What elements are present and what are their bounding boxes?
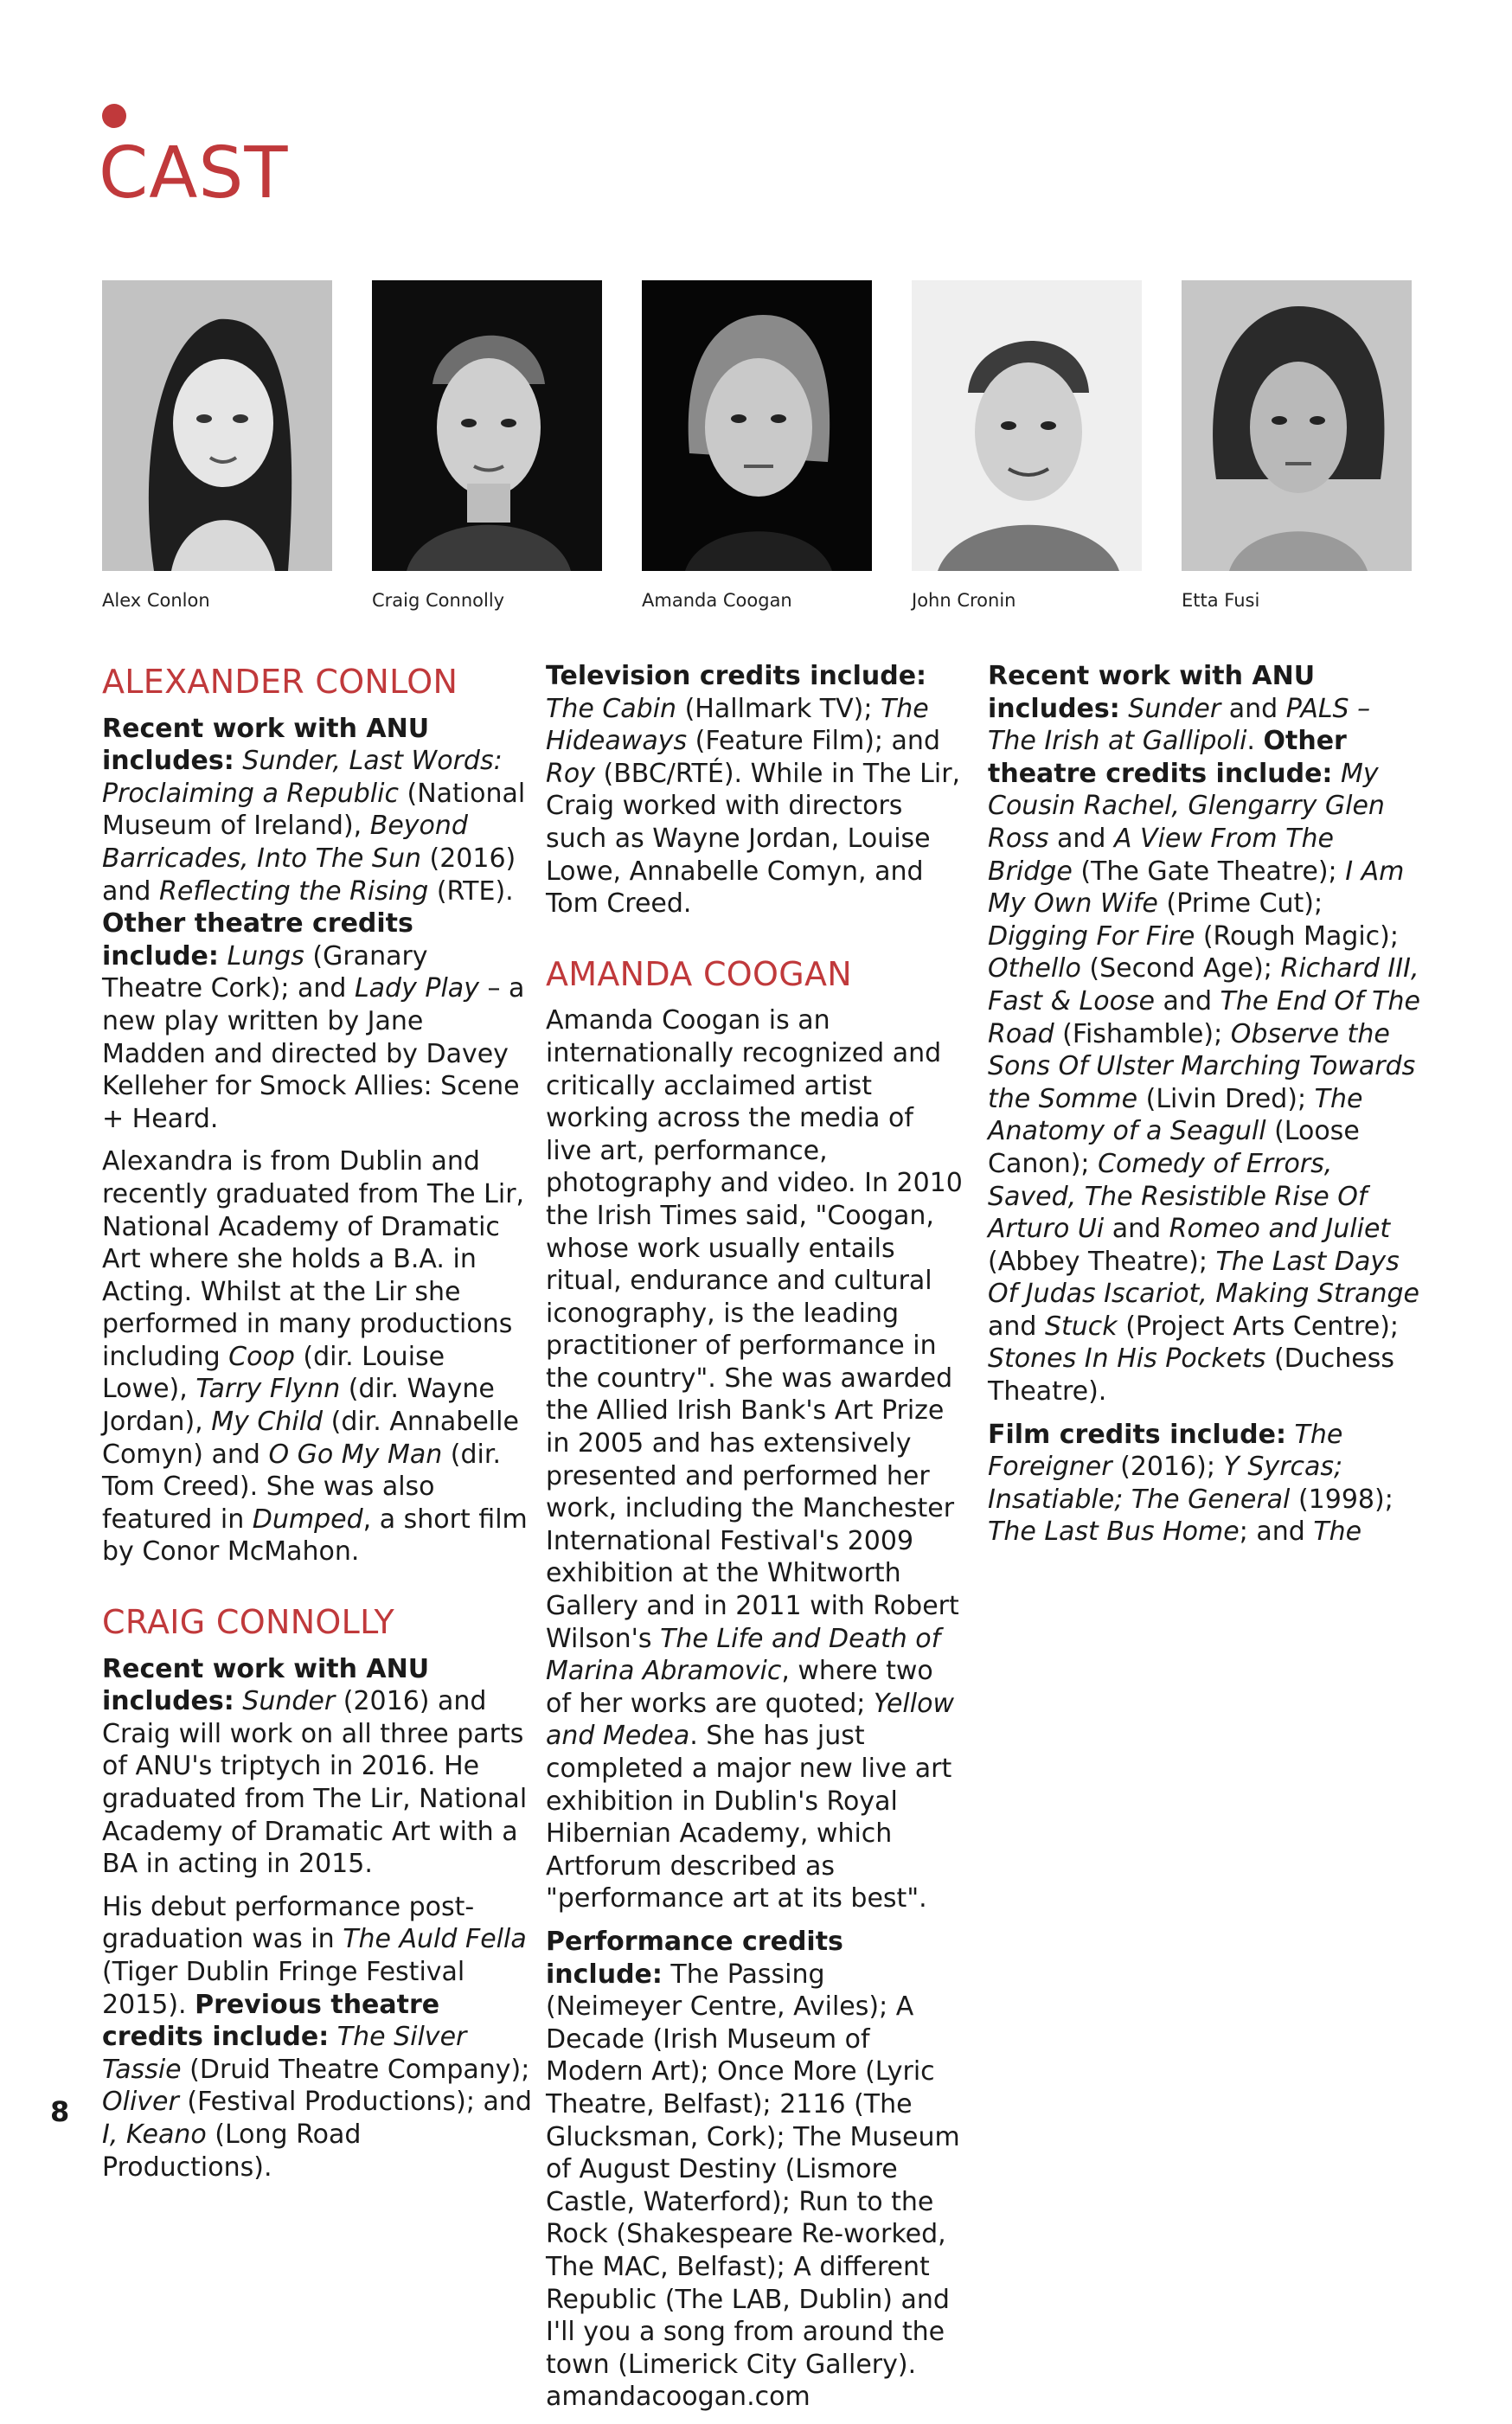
italic-run: Beyond Barricades, Into The Sun [102, 811, 468, 874]
text-column-1 [102, 663, 535, 2194]
bold-run: Other theatre credits include: [988, 726, 1347, 789]
bold-run: Recent work with ANU includes: [988, 661, 1316, 724]
bold-run: Previous theatre credits include: [102, 1989, 440, 2053]
italic-run: The Anatomy of a Seagull [988, 1083, 1363, 1147]
text-run [234, 1686, 243, 1716]
photo-caption: Alex Conlon [102, 590, 210, 611]
portrait-image [1182, 280, 1412, 571]
photo-caption: Etta Fusi [1182, 590, 1260, 611]
italic-run: The Last Bus Home [988, 1517, 1240, 1548]
text-run: (2016) and [102, 843, 516, 907]
italic-run: PALS – The Irish at Gallipoli [988, 693, 1371, 757]
text-run: (Loose Canon); [988, 1116, 1360, 1179]
text-run: (Long Road Productions). [102, 2119, 362, 2183]
title-bullet-dot [102, 104, 126, 128]
page-title: CAST [99, 132, 289, 215]
text-run: , a short film by Conor McMahon. [102, 1504, 528, 1568]
page-number: 8 [50, 2095, 70, 2128]
photo-john-cronin [912, 280, 1142, 571]
photo-craig-connolly [372, 280, 602, 571]
italic-run: Lady Play [354, 973, 479, 1004]
italic-run: Stones In His Pockets [988, 1343, 1266, 1375]
italic-run: Yellow and Medea [546, 1688, 954, 1752]
text-run: – a new play written by Jane Madden and directed by Davey Kelleher for Smock Allies: Scene + Heard. [102, 973, 525, 1134]
bold-run: Television credits include: [546, 661, 927, 691]
text-run: (2016) and Craig will work on all three parts of ANU's triptych in 2016. He graduated from The Lir, National Academy of Dramatic Art with a BA in acting in 2015. [102, 1686, 528, 1880]
italic-run: Dumped [252, 1504, 363, 1535]
photo-alex-conlon [102, 280, 332, 571]
bio-paragraph [102, 1145, 535, 1568]
text-run: and [1220, 693, 1286, 724]
text-run: (dir. Wayne Jordan), [102, 1374, 495, 1438]
text-run: (Granary Theatre Cork); and [102, 940, 428, 1004]
portrait-image [102, 280, 332, 571]
text-run: (Abbey Theatre); [988, 1246, 1216, 1277]
text-run: and [1104, 1214, 1169, 1245]
text-run: (dir. Annabelle Comyn) and [102, 1407, 519, 1470]
text-run: (dir. Louise Lowe), [102, 1341, 445, 1405]
bold-run: Recent work with ANU includes: [102, 713, 430, 777]
bio-heading-alexander-conlon: ALEXANDER CONLON [102, 663, 458, 701]
text-run: (Hallmark TV); [676, 693, 881, 724]
italic-run: Y Syrcas; Insatiable; The General [988, 1452, 1343, 1515]
italic-run: My Cousin Rachel, Glengarry Glen Ross [988, 758, 1385, 854]
bold-run: Film credits include: [988, 1419, 1286, 1450]
italic-run: Othello [988, 953, 1081, 984]
italic-run: Sunder [242, 1686, 336, 1717]
text-run: (Feature Film); and [687, 726, 940, 757]
text-run: (The Gate Theatre); [1072, 856, 1346, 887]
italic-run: I Am My Own Wife [988, 856, 1405, 920]
text-run: (Fishamble); [1054, 1018, 1231, 1049]
italic-run: The [1313, 1517, 1362, 1548]
italic-run: Comedy of Errors, Saved, The Resistible Rise Of Arturo Ui [988, 1148, 1368, 1245]
text-run: (Duchess Theatre). [988, 1343, 1395, 1408]
italic-run: Richard III, Fast & Loose [988, 953, 1419, 1016]
bio-paragraph [988, 660, 1420, 1408]
italic-run: The Hideaways [546, 693, 929, 757]
text-run: (Tiger Dublin Fringe Festival 2015). [102, 1956, 465, 2020]
bio-paragraph [988, 1419, 1420, 1549]
text-run: (RTE). [428, 875, 514, 907]
bio-paragraph [546, 1926, 965, 2414]
portrait-image [912, 280, 1142, 571]
italic-run: Romeo and Juliet [1169, 1214, 1391, 1245]
text-run [234, 746, 243, 776]
text-run: (Prime Cut); [1157, 888, 1323, 920]
italic-run: A View From The Bridge [988, 823, 1334, 887]
bio-heading-amanda-coogan: AMANDA COOGAN [546, 954, 852, 993]
italic-run: The Last Days Of Judas Iscariot, Making Strange [988, 1246, 1419, 1310]
text-column-2 [546, 660, 965, 2424]
text-run: (Rough Magic); [1195, 920, 1399, 952]
text-run: Alexandra is from Dublin and recently graduated from The Lir, National Academy of Dramatic Art where she holds a B.A. in Acting. Whilst at the Lir she performed in many productions including [102, 1146, 525, 1372]
bold-run: Recent work with ANU includes: [102, 1653, 430, 1717]
italic-run: Coop [228, 1341, 295, 1372]
text-run: and [1155, 985, 1220, 1016]
italic-run: Stuck [1044, 1311, 1118, 1342]
photo-etta-fusi [1182, 280, 1412, 571]
italic-run: Tarry Flynn [195, 1374, 341, 1405]
bold-run: Other theatre credits include: [102, 908, 413, 972]
bio-paragraph [102, 713, 535, 1136]
italic-run: The End Of The Road [988, 985, 1420, 1049]
italic-run: Roy [546, 758, 595, 789]
text-run: . [1246, 726, 1264, 757]
italic-run: Observe the Sons Of Ulster Marching Towards the Somme [988, 1018, 1416, 1114]
italic-run: My Child [211, 1407, 324, 1438]
italic-run: The Life and Death of Marina Abramovic [546, 1623, 941, 1687]
italic-run: Digging For Fire [988, 920, 1195, 952]
text-run: (National Museum of Ireland), [102, 778, 526, 842]
text-run: , where two of her works are quoted; [546, 1656, 933, 1719]
bold-run: Performance credits include: [546, 1926, 843, 1990]
text-run: Amanda Coogan is an internationally recognized and critically acclaimed artist working across the media of live art, performance, photography and video. In 2010 the Irish Times said, "Coogan, whose work usually entails ritual, endurance and cultural iconography, is the leading practitioner of performance in the country". She was awarded the Allied Irish Bank's Art Prize in 2005 and has extensively presented and performed her work, including the Manchester International Festival's 2009 exhibition at the Whitworth Gallery and in 2011 with Robert Wilson's [546, 1005, 963, 1654]
text-run: (Livin Dred); [1137, 1083, 1315, 1114]
text-run: (Second Age); [1080, 953, 1281, 984]
text-run: (Project Arts Centre); [1117, 1311, 1399, 1342]
italic-run: Lungs [227, 940, 304, 972]
text-run: (2016); [1112, 1452, 1224, 1483]
italic-run: The Foreigner [988, 1419, 1343, 1483]
italic-run: The Silver Tassie [102, 2022, 467, 2085]
portrait-image [372, 280, 602, 571]
italic-run: The Cabin [546, 693, 677, 724]
text-run: and [988, 1311, 1045, 1342]
text-run: The Passing (Neimeyer Centre, Aviles); A Decade (Irish Museum of Modern Art); Once More (Lyric Theatre, Belfast); 2116 (The Glucksman, Cork); The Museum of August Destiny (Lismore Castle, Waterford); Run to the Rock (Shakespeare Re-worked, The MAC, Belfast); A different Republic (The LAB, Dublin) and I'll you a song from around the town (Limerick City Gallery). amandacoogan.com [546, 1959, 960, 2413]
text-run: (Festival Productions); and [178, 2087, 532, 2118]
italic-run: Sunder [1128, 693, 1221, 724]
text-run [219, 941, 227, 972]
italic-run: The Auld Fella [343, 1924, 527, 1955]
text-run: . She has just completed a major new live art exhibition in Dublin's Royal Hibernian Academy, which Artforum described as "performance art at its best". [546, 1721, 952, 1914]
text-run: (dir. Tom Creed). She was also featured in [102, 1439, 501, 1535]
bio-paragraph [102, 1653, 535, 1881]
text-run: His debut performance post-graduation was in [102, 1891, 475, 1955]
text-run [329, 2022, 337, 2052]
italic-run: Sunder, Last Words: Proclaiming a Republic [102, 746, 503, 809]
text-run: (1998); [1290, 1484, 1393, 1515]
portrait-image [642, 280, 872, 571]
bio-heading-craig-connolly: CRAIG CONNOLLY [102, 1603, 395, 1642]
text-run: (BBC/RTÉ). While in The Lir, Craig worked with directors such as Wayne Jordan, Louise Lowe, Annabelle Comyn, and Tom Creed. [546, 758, 961, 920]
italic-run: Reflecting the Rising [158, 875, 429, 907]
italic-run: O Go My Man [268, 1439, 443, 1470]
photo-amanda-coogan [642, 280, 872, 571]
text-run [1120, 694, 1129, 724]
text-run: (Druid Theatre Company); [181, 2054, 530, 2085]
photo-caption: Amanda Coogan [642, 590, 792, 611]
photo-caption: Craig Connolly [372, 590, 505, 611]
text-run [1286, 1420, 1295, 1450]
bio-paragraph [102, 1891, 535, 2184]
bio-paragraph [546, 660, 965, 920]
text-run: and [1048, 823, 1114, 854]
text-run: ; and [1239, 1517, 1314, 1548]
italic-run: Oliver [102, 2087, 179, 2118]
photo-caption: John Cronin [912, 590, 1016, 611]
text-run [1332, 759, 1341, 789]
text-column-3 [988, 660, 1420, 1559]
bio-paragraph [546, 1004, 965, 1915]
italic-run: I, Keano [102, 2119, 207, 2150]
